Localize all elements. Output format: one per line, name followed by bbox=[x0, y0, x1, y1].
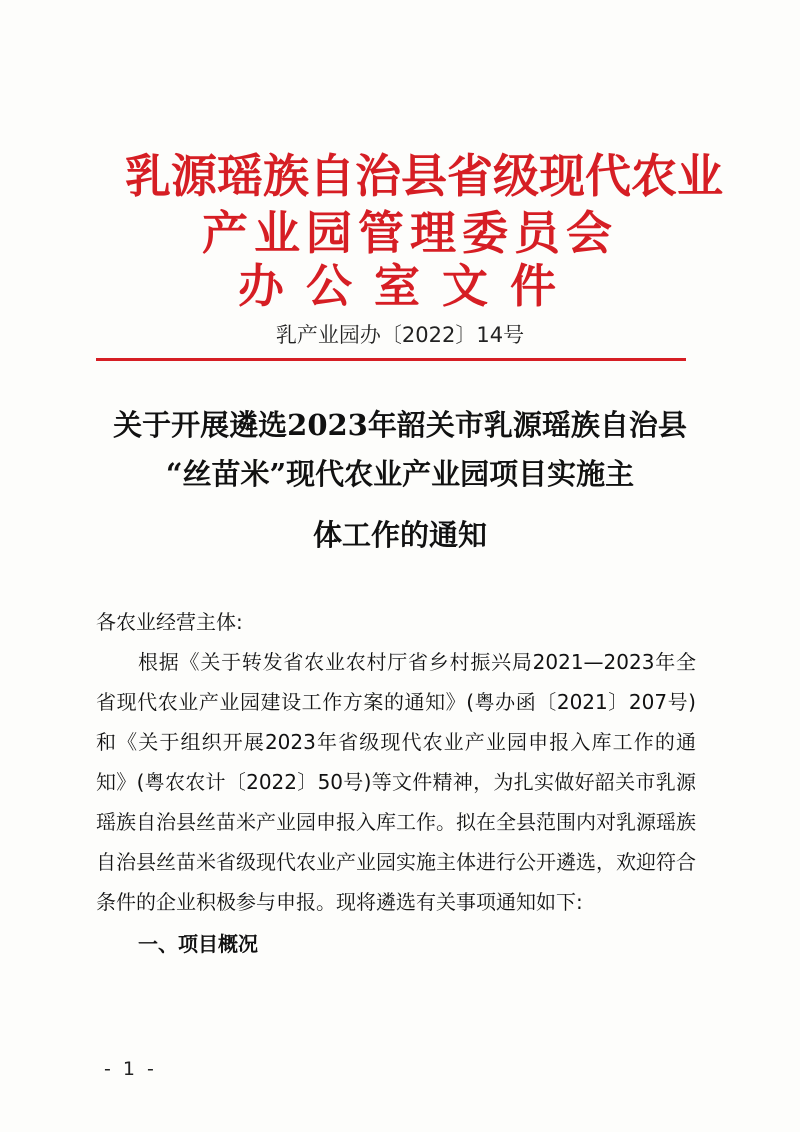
notice-title-line-3: 体工作的通知 bbox=[312, 518, 487, 552]
issuer-line-2: 产业园管理委员会 bbox=[202, 206, 618, 260]
red-divider bbox=[96, 358, 686, 361]
document-number: 乳产业园办〔2022〕14号 bbox=[275, 323, 525, 347]
body-paragraph: 根据《关于转发省农业农村厅省乡村振兴局2021—2023年全省现代农业产业园建设工作方案的通知》(粤办函〔2021〕207号)和《关于组织开展2023年省级现代农业产业园申报入库工作的通知》(粤农农计〔2022〕50号)等文件精神，为扎实做好韶关市乳源瑶族自治县丝苗米产业园申报入库工作。拟在全县范围内对乳源瑶族自治县丝苗米省级现代农业产业园实施主体进行公开遴选，欢迎符合条件的企业积极参与申报。现将遴选有关事项通知如下: bbox=[96, 650, 696, 914]
notice-title-line-2: “丝苗米”现代农业产业园项目实施主 bbox=[165, 457, 635, 491]
issuer-line-3: 办公室文件 bbox=[238, 259, 578, 313]
section-heading-1: 一、项目概况 bbox=[138, 932, 258, 956]
notice-title-line-1: 关于开展遴选2023年韶关市乳源瑶族自治县 bbox=[113, 408, 687, 442]
salutation: 各农业经营主体: bbox=[96, 610, 243, 634]
issuer-line-1: 乳源瑶族自治县省级现代农业 bbox=[125, 149, 723, 203]
page-number: - 1 - bbox=[104, 1058, 157, 1080]
notice-body bbox=[96, 602, 696, 964]
